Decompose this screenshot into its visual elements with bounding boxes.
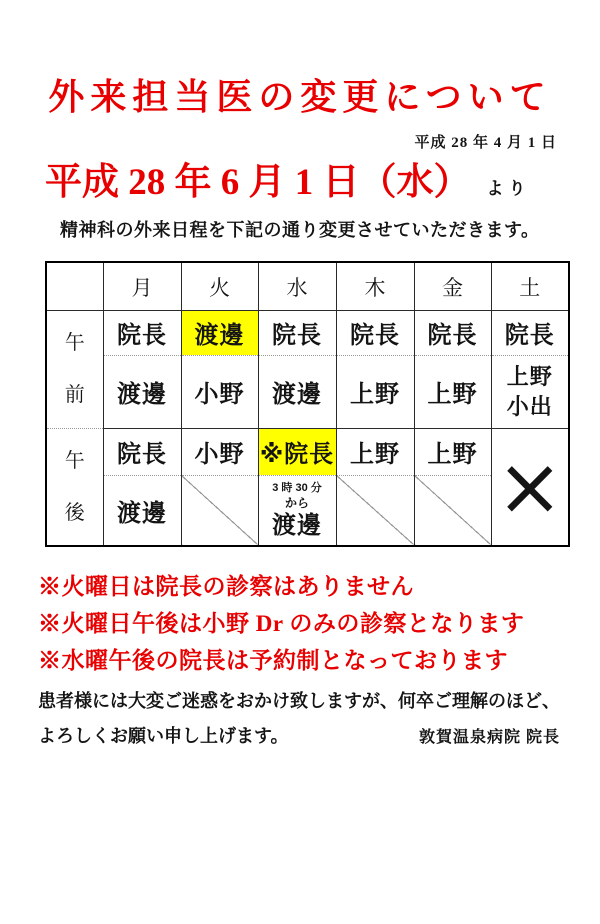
cell-pm2-fri-none [414, 475, 491, 546]
day-header-fri: 金 [414, 262, 491, 310]
cell-pm2-thu-none [336, 475, 414, 546]
cell-pm-sat-closed [491, 428, 569, 546]
cell-am2-mon: 渡邊 [103, 355, 181, 428]
notes-section [38, 568, 600, 679]
cell-am2-sat-line2: 小出 [506, 393, 553, 419]
cell-pm1-fri: 上野 [414, 428, 491, 475]
am-row-1 [46, 310, 569, 355]
day-header-sat: 土 [491, 262, 569, 310]
cell-pm1-mon: 院長 [103, 428, 181, 475]
note-line-2: ※火曜日午後は小野 Dr のみの診察となります [38, 611, 525, 637]
issued-date: 平成 28 年 4 月 1 日 [414, 135, 557, 152]
note-line-1: ※火曜日は院長の診察はありません [38, 574, 414, 600]
cell-pm1-wed-highlighted: ※院長 [258, 428, 336, 475]
day-header-thu: 木 [336, 262, 414, 310]
effective-date: 平成 28 年 6 月 1 日（水） [45, 162, 471, 204]
cell-pm2-wed-doctor: 渡邊 [272, 511, 322, 539]
cell-am2-thu: 上野 [336, 355, 414, 428]
cell-am2-fri: 上野 [414, 355, 491, 428]
pm-row-1 [46, 428, 569, 475]
cell-pm1-tue: 小野 [181, 428, 258, 475]
cell-pm2-wed-from: から [284, 495, 309, 510]
rowgroup-label-am [46, 310, 103, 428]
signature: 敦賀温泉病院 院長 [418, 729, 560, 747]
cross-mark: × [496, 440, 564, 534]
day-header-row [46, 262, 569, 310]
day-header-wed: 水 [258, 262, 336, 310]
closing-section [38, 684, 560, 755]
day-header-mon: 月 [103, 262, 181, 310]
cell-am2-wed: 渡邊 [258, 355, 336, 428]
note-line-3: ※水曜午後の院長は予約制となっております [38, 648, 508, 674]
cell-pm2-wed-time: 3 時 30 分 [272, 482, 322, 495]
notice-page [0, 76, 600, 924]
cell-pm2-tue-none [181, 475, 258, 546]
closing-line-1: 患者様には大変ご迷惑をおかけ致しますが、何卒ご理解のほど、 [38, 691, 560, 712]
closing-line-2: よろしくお願い申し上げます。 [38, 726, 289, 747]
subtitle: 精神科の外来日程を下記の通り変更させていただきます。 [60, 220, 540, 241]
cell-pm2-mon: 渡邊 [103, 475, 181, 546]
cell-pm1-thu: 上野 [336, 428, 414, 475]
cell-pm2-wed [258, 475, 336, 546]
cell-am2-tue: 小野 [181, 355, 258, 428]
schedule-table [45, 261, 570, 547]
effective-date-suffix: より [486, 179, 531, 199]
rowgroup-label-pm [46, 428, 103, 546]
pm-label-text: 午後 [64, 450, 85, 525]
cell-am1-sat: 院長 [491, 310, 569, 355]
cell-am2-sat-line1: 上野 [506, 364, 553, 390]
cell-am1-tue-highlighted: 渡邊 [181, 310, 258, 355]
effective-date-line [45, 160, 600, 206]
day-header-tue: 火 [181, 262, 258, 310]
page-title: 外来担当医の変更について [48, 77, 552, 117]
corner-cell [46, 262, 103, 310]
cell-am1-fri: 院長 [414, 310, 491, 355]
am-row-2 [46, 355, 569, 428]
cell-am2-sat [491, 355, 569, 428]
cell-am1-mon: 院長 [103, 310, 181, 355]
am-label-text: 午前 [64, 332, 85, 407]
pm-row-2 [46, 475, 569, 546]
cell-am1-wed: 院長 [258, 310, 336, 355]
cell-am1-thu: 院長 [336, 310, 414, 355]
